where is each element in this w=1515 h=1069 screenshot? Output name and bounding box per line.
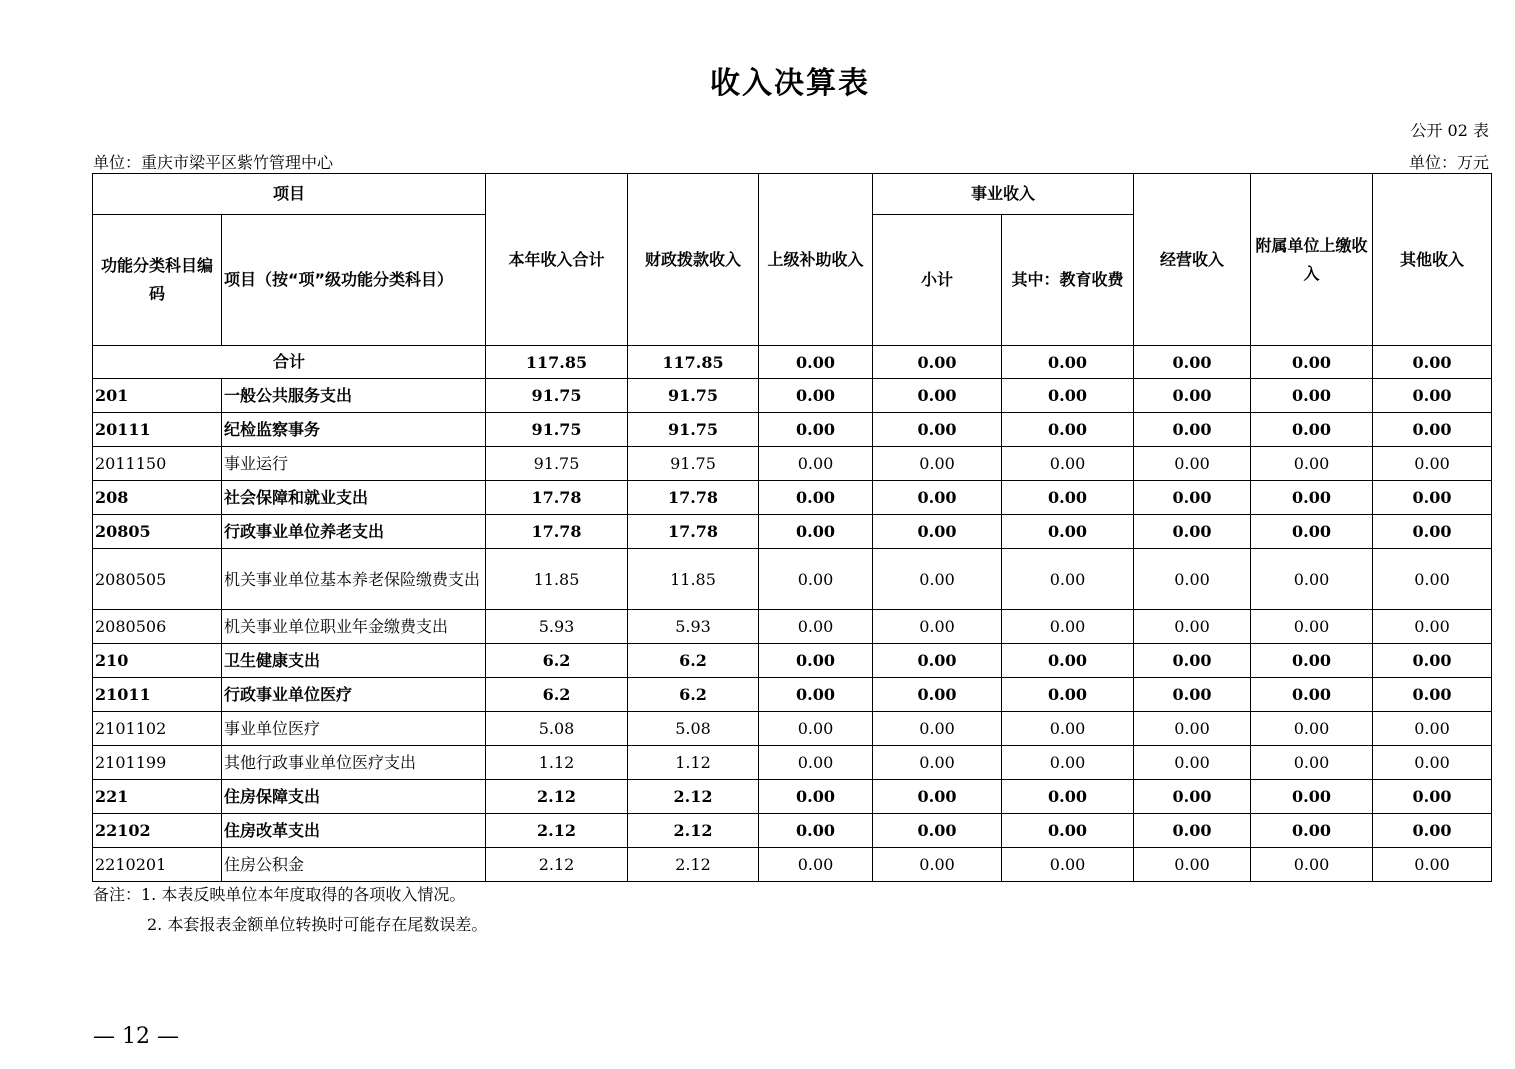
table-row (93, 515, 1492, 549)
row-subtotal: 0.00 (873, 848, 1002, 882)
row-other: 0.00 (1373, 515, 1492, 549)
row-other: 0.00 (1373, 678, 1492, 712)
row-affiliated: 0.00 (1251, 746, 1373, 780)
table-row (93, 481, 1492, 515)
summary-affiliated: 0.00 (1251, 346, 1373, 379)
summary-row (93, 346, 1492, 379)
row-education: 0.00 (1002, 413, 1134, 447)
row-affiliated: 0.00 (1251, 379, 1373, 413)
row-other: 0.00 (1373, 610, 1492, 644)
row-code: 201 (93, 379, 222, 413)
row-total: 91.75 (486, 413, 628, 447)
row-operating: 0.00 (1134, 447, 1251, 481)
row-superior: 0.00 (759, 678, 873, 712)
header-subtotal: 小计 (873, 215, 1002, 346)
row-education: 0.00 (1002, 481, 1134, 515)
row-operating: 0.00 (1134, 549, 1251, 610)
row-other: 0.00 (1373, 712, 1492, 746)
header-education: 其中：教育收费 (1002, 215, 1134, 346)
row-total: 91.75 (486, 447, 628, 481)
row-operating: 0.00 (1134, 848, 1251, 882)
header-code: 功能分类科目编码 (93, 215, 222, 346)
summary-education: 0.00 (1002, 346, 1134, 379)
summary-other: 0.00 (1373, 346, 1492, 379)
row-other: 0.00 (1373, 746, 1492, 780)
header-row-1 (93, 174, 1492, 215)
table-row (93, 610, 1492, 644)
row-total: 2.12 (486, 848, 628, 882)
summary-operating: 0.00 (1134, 346, 1251, 379)
row-affiliated: 0.00 (1251, 848, 1373, 882)
row-education: 0.00 (1002, 549, 1134, 610)
row-subtotal: 0.00 (873, 549, 1002, 610)
row-superior: 0.00 (759, 848, 873, 882)
row-total: 5.93 (486, 610, 628, 644)
row-total: 6.2 (486, 678, 628, 712)
table-row (93, 712, 1492, 746)
row-code: 20111 (93, 413, 222, 447)
income-table (92, 173, 1492, 882)
row-operating: 0.00 (1134, 610, 1251, 644)
row-name: 纪检监察事务 (222, 413, 486, 447)
row-code: 21011 (93, 678, 222, 712)
organization-unit: 单位：重庆市梁平区紫竹管理中心 (93, 153, 334, 172)
header-business-group: 事业收入 (873, 174, 1134, 215)
row-name: 事业单位医疗 (222, 712, 486, 746)
notes (93, 880, 487, 940)
row-name: 机关事业单位基本养老保险缴费支出 (222, 549, 486, 610)
table-row (93, 678, 1492, 712)
row-total: 5.08 (486, 712, 628, 746)
row-other: 0.00 (1373, 549, 1492, 610)
row-other: 0.00 (1373, 413, 1492, 447)
row-operating: 0.00 (1134, 413, 1251, 447)
row-superior: 0.00 (759, 481, 873, 515)
row-fiscal: 5.08 (628, 712, 759, 746)
row-name: 社会保障和就业支出 (222, 481, 486, 515)
row-superior: 0.00 (759, 780, 873, 814)
table-row (93, 549, 1492, 610)
row-affiliated: 0.00 (1251, 413, 1373, 447)
header-operating: 经营收入 (1134, 174, 1251, 346)
table-row (93, 644, 1492, 678)
row-name: 其他行政事业单位医疗支出 (222, 746, 486, 780)
row-affiliated: 0.00 (1251, 712, 1373, 746)
row-affiliated: 0.00 (1251, 515, 1373, 549)
row-affiliated: 0.00 (1251, 549, 1373, 610)
row-subtotal: 0.00 (873, 610, 1002, 644)
header-superior: 上级补助收入 (759, 174, 873, 346)
row-education: 0.00 (1002, 746, 1134, 780)
row-total: 17.78 (486, 515, 628, 549)
row-total: 11.85 (486, 549, 628, 610)
row-superior: 0.00 (759, 413, 873, 447)
row-name: 行政事业单位养老支出 (222, 515, 486, 549)
row-fiscal: 91.75 (628, 379, 759, 413)
row-education: 0.00 (1002, 678, 1134, 712)
row-total: 6.2 (486, 644, 628, 678)
row-superior: 0.00 (759, 644, 873, 678)
row-affiliated: 0.00 (1251, 678, 1373, 712)
row-subtotal: 0.00 (873, 712, 1002, 746)
row-education: 0.00 (1002, 515, 1134, 549)
table-row (93, 814, 1492, 848)
row-subtotal: 0.00 (873, 814, 1002, 848)
row-subtotal: 0.00 (873, 780, 1002, 814)
row-superior: 0.00 (759, 746, 873, 780)
row-superior: 0.00 (759, 447, 873, 481)
row-total: 91.75 (486, 379, 628, 413)
row-superior: 0.00 (759, 712, 873, 746)
row-code: 210 (93, 644, 222, 678)
row-superior: 0.00 (759, 549, 873, 610)
row-name: 住房改革支出 (222, 814, 486, 848)
table-row (93, 379, 1492, 413)
row-operating: 0.00 (1134, 746, 1251, 780)
header-project-group: 项目 (93, 174, 486, 215)
currency-unit: 单位：万元 (1408, 153, 1489, 172)
row-code: 208 (93, 481, 222, 515)
summary-label: 合计 (93, 346, 486, 379)
row-other: 0.00 (1373, 814, 1492, 848)
page-number: — 12 — (93, 1024, 179, 1049)
row-affiliated: 0.00 (1251, 814, 1373, 848)
row-other: 0.00 (1373, 447, 1492, 481)
summary-superior: 0.00 (759, 346, 873, 379)
row-fiscal: 91.75 (628, 447, 759, 481)
row-name: 一般公共服务支出 (222, 379, 486, 413)
row-name: 机关事业单位职业年金缴费支出 (222, 610, 486, 644)
document-title: 收入决算表 (710, 66, 870, 101)
row-affiliated: 0.00 (1251, 644, 1373, 678)
row-operating: 0.00 (1134, 712, 1251, 746)
row-fiscal: 11.85 (628, 549, 759, 610)
note-1: 备注：1. 本表反映单位本年度取得的各项收入情况。 (93, 885, 466, 904)
table-row (93, 848, 1492, 882)
row-name: 事业运行 (222, 447, 486, 481)
row-other: 0.00 (1373, 481, 1492, 515)
row-code: 2101102 (93, 712, 222, 746)
row-operating: 0.00 (1134, 814, 1251, 848)
row-total: 2.12 (486, 780, 628, 814)
row-fiscal: 2.12 (628, 848, 759, 882)
row-operating: 0.00 (1134, 379, 1251, 413)
row-code: 2101199 (93, 746, 222, 780)
table-row (93, 447, 1492, 481)
summary-total: 117.85 (486, 346, 628, 379)
row-fiscal: 2.12 (628, 814, 759, 848)
summary-fiscal: 117.85 (628, 346, 759, 379)
row-name: 卫生健康支出 (222, 644, 486, 678)
row-fiscal: 6.2 (628, 678, 759, 712)
row-other: 0.00 (1373, 848, 1492, 882)
row-affiliated: 0.00 (1251, 481, 1373, 515)
row-code: 2011150 (93, 447, 222, 481)
row-subtotal: 0.00 (873, 746, 1002, 780)
row-code: 20805 (93, 515, 222, 549)
row-other: 0.00 (1373, 379, 1492, 413)
row-fiscal: 6.2 (628, 644, 759, 678)
row-education: 0.00 (1002, 379, 1134, 413)
row-subtotal: 0.00 (873, 413, 1002, 447)
row-subtotal: 0.00 (873, 678, 1002, 712)
row-education: 0.00 (1002, 712, 1134, 746)
row-other: 0.00 (1373, 644, 1492, 678)
row-operating: 0.00 (1134, 644, 1251, 678)
row-fiscal: 5.93 (628, 610, 759, 644)
row-operating: 0.00 (1134, 515, 1251, 549)
row-operating: 0.00 (1134, 481, 1251, 515)
row-total: 17.78 (486, 481, 628, 515)
header-affiliated: 附属单位上缴收入 (1251, 174, 1373, 346)
row-operating: 0.00 (1134, 678, 1251, 712)
row-affiliated: 0.00 (1251, 447, 1373, 481)
row-name: 行政事业单位医疗 (222, 678, 486, 712)
row-subtotal: 0.00 (873, 644, 1002, 678)
row-superior: 0.00 (759, 515, 873, 549)
row-subtotal: 0.00 (873, 481, 1002, 515)
table-row (93, 780, 1492, 814)
row-code: 2080505 (93, 549, 222, 610)
row-education: 0.00 (1002, 780, 1134, 814)
row-operating: 0.00 (1134, 780, 1251, 814)
row-code: 221 (93, 780, 222, 814)
row-education: 0.00 (1002, 814, 1134, 848)
row-code: 22102 (93, 814, 222, 848)
header-name: 项目（按“项”级功能分类科目） (222, 215, 486, 346)
row-code: 2210201 (93, 848, 222, 882)
row-superior: 0.00 (759, 814, 873, 848)
row-fiscal: 2.12 (628, 780, 759, 814)
row-education: 0.00 (1002, 447, 1134, 481)
row-affiliated: 0.00 (1251, 780, 1373, 814)
row-subtotal: 0.00 (873, 447, 1002, 481)
summary-subtotal: 0.00 (873, 346, 1002, 379)
row-code: 2080506 (93, 610, 222, 644)
row-education: 0.00 (1002, 644, 1134, 678)
table-row (93, 746, 1492, 780)
row-subtotal: 0.00 (873, 515, 1002, 549)
row-affiliated: 0.00 (1251, 610, 1373, 644)
row-total: 1.12 (486, 746, 628, 780)
row-education: 0.00 (1002, 848, 1134, 882)
row-fiscal: 17.78 (628, 481, 759, 515)
row-fiscal: 1.12 (628, 746, 759, 780)
row-total: 2.12 (486, 814, 628, 848)
header-other: 其他收入 (1373, 174, 1492, 346)
row-education: 0.00 (1002, 610, 1134, 644)
row-name: 住房保障支出 (222, 780, 486, 814)
row-subtotal: 0.00 (873, 379, 1002, 413)
row-superior: 0.00 (759, 610, 873, 644)
row-fiscal: 91.75 (628, 413, 759, 447)
row-superior: 0.00 (759, 379, 873, 413)
header-fiscal: 财政拨款收入 (628, 174, 759, 346)
note-2: 2. 本套报表金额单位转换时可能存在尾数误差。 (147, 915, 488, 934)
row-other: 0.00 (1373, 780, 1492, 814)
row-fiscal: 17.78 (628, 515, 759, 549)
table-row (93, 413, 1492, 447)
header-total: 本年收入合计 (486, 174, 628, 346)
form-number: 公开 02 表 (1410, 121, 1489, 140)
row-name: 住房公积金 (222, 848, 486, 882)
